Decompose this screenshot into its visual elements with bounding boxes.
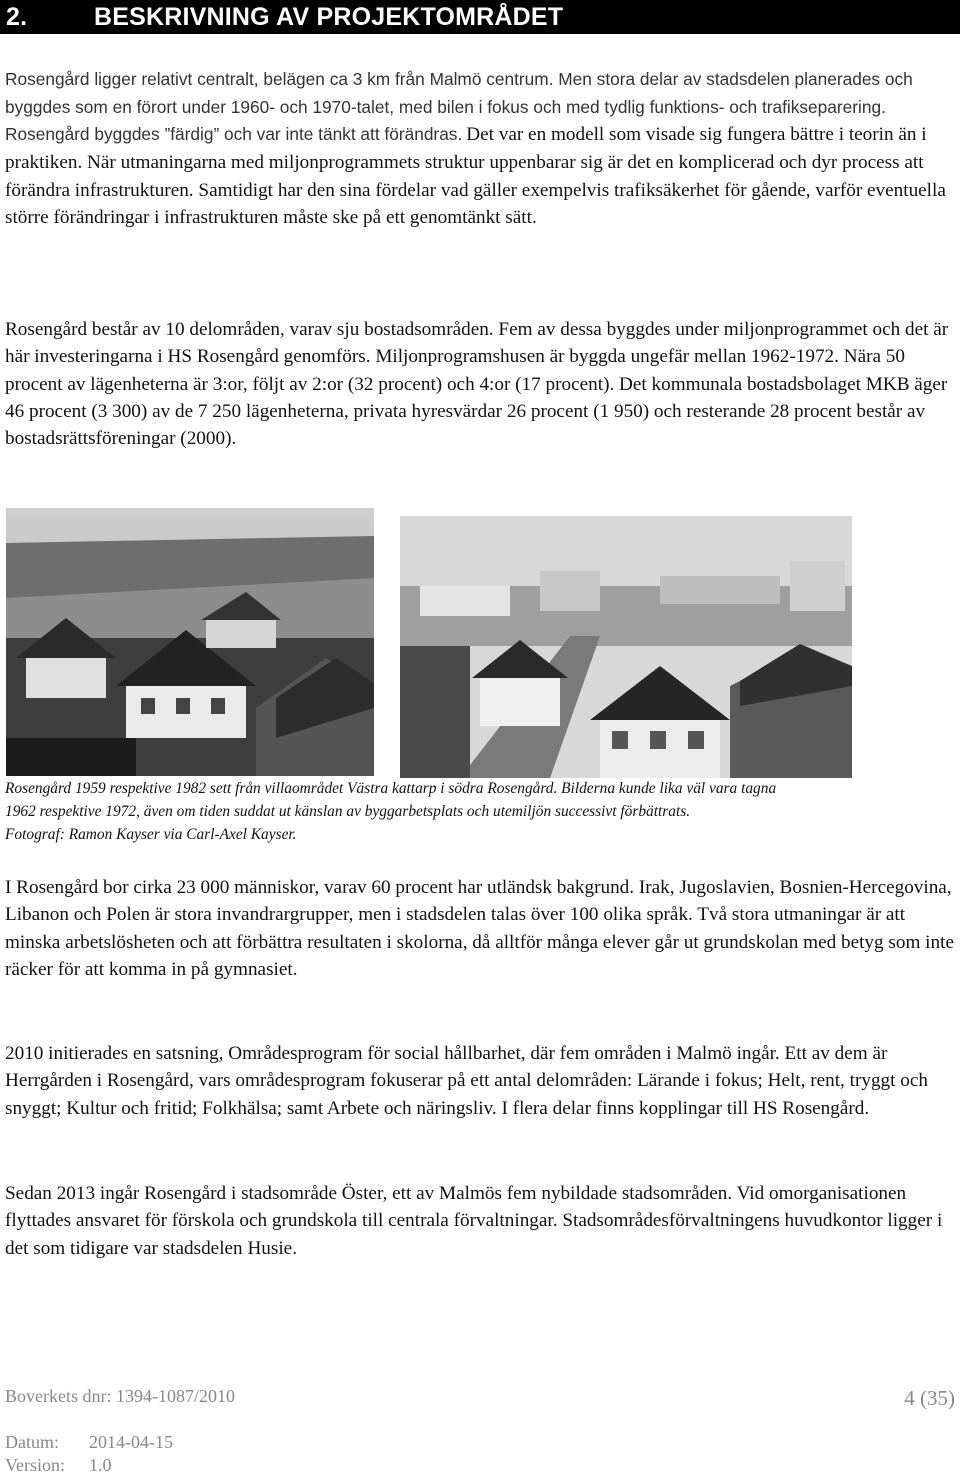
photo-caption (5, 777, 955, 846)
footer-dnr: Boverkets dnr: 1394-1087/2010 (5, 1386, 235, 1406)
paragraph-intro-serif: Det var en modell som visade sig fungera bättre i teorin än i praktiken. När utmaningarna med miljonprogrammets struktur uppenbarar sig är det en komplicerad och dyr process att förändra infrastrukturen. Samtidigt har den sina fördelar vad gäller exempelvis trafiksäkerhet för gående, varför eventuella större förändringar i infrastrukturen måste ske på ett genomtänkt sätt. (5, 124, 946, 229)
paragraph-population: I Rosengård bor cirka 23 000 människor, varav 60 procent har utländsk bakgrund. Irak, Jugoslavien, Bosnien-Hercegovina, Libanon och Polen är stora invandrargrupper, men i stadsdelen talas över 100 olika språk. Två stora utmaningar är att minska arbetslösheten och att förbättra resultaten i skolorna, då alltför många elever går ut grundskolan med betyg som inte räcker för att komma in på gymnasiet. (5, 877, 954, 980)
photo-rosengard-1959 (6, 508, 374, 776)
section-heading (6, 0, 563, 34)
photo-rosengard-1982 (400, 516, 852, 778)
footer-version (5, 1455, 112, 1476)
caption-line-2: 1962 respektive 1972, även om tiden suddat ut känslan av byggarbetsplats och utemiljön successivt förbättrats. (5, 803, 691, 820)
paragraph-city-district: Sedan 2013 ingår Rosengård i stadsområde Öster, ett av Malmös fem nybildade stadsområden. Vid omorganisationen flyttades ansvaret för förskola och grundskola till centrala förvaltningar. Stadsområdesförvaltningens huvudkontor ligger i det som tidigare var stadsdelen Husie. (5, 1183, 943, 1259)
caption-line-3: Fotograf: Ramon Kayser via Carl-Axel Kayser. (5, 826, 297, 843)
paragraph-intro (5, 66, 955, 232)
footer-version-value: 1.0 (89, 1455, 112, 1475)
section-number: 2. (6, 3, 28, 31)
paragraph-intro-sans: Rosengård ligger relativt centralt, belägen ca 3 km från Malmö centrum. Men stora delar av stadsdelen planerades och byggdes som en förort under 1960- och 1970-talet, med bilen i fokus och med tydlig funktions- och trafikseparering. Rosengård byggdes ”färdig” och var inte tänkt att förändras. (5, 69, 913, 145)
paragraph-area-program: 2010 initierades en satsning, Områdesprogram för social hållbarhet, där fem områden i Malmö ingår. Ett av dem är Herrgården i Rosengård, vars områdesprogram fokuserar på ett antal delområden: Lärande i fokus; Helt, rent, tryggt och snyggt; Kultur och fritid; Folkhälsa; samt Arbete och näringsliv. I flera delar finns kopplingar till HS Rosengård. (5, 1043, 928, 1119)
caption-line-1: Rosengård 1959 respektive 1982 sett från villaområdet Västra kattarp i södra Rosengård. Bilderna kunde lika väl vara tagna (5, 780, 777, 797)
footer-date-value: 2014-04-15 (89, 1432, 173, 1452)
footer-version-label: Version: (5, 1455, 65, 1475)
footer-date-label: Datum: (5, 1432, 59, 1452)
footer-date (5, 1432, 173, 1453)
page-number: 4 (35) (904, 1386, 955, 1410)
section-title: BESKRIVNING AV PROJEKTOMRÅDET (94, 3, 564, 31)
paragraph-subareas: Rosengård består av 10 delområden, varav sju bostadsområden. Fem av dessa byggdes under miljonprogrammet och det är här investeringarna i HS Rosengård genomförs. Miljonprogramshusen är byggda ungefär mellan 1962-1972. Nära 50 procent av lägenheterna är 3:or, följt av 2:or (32 procent) och 4:or (17 procent). Det kommunala bostadsbolaget MKB äger 46 procent (3 300) av de 7 250 lägenheterna, privata hyresvärdar 26 procent (1 950) och resterande 28 procent består av bostadsrättsföreningar (2000). (5, 319, 949, 450)
